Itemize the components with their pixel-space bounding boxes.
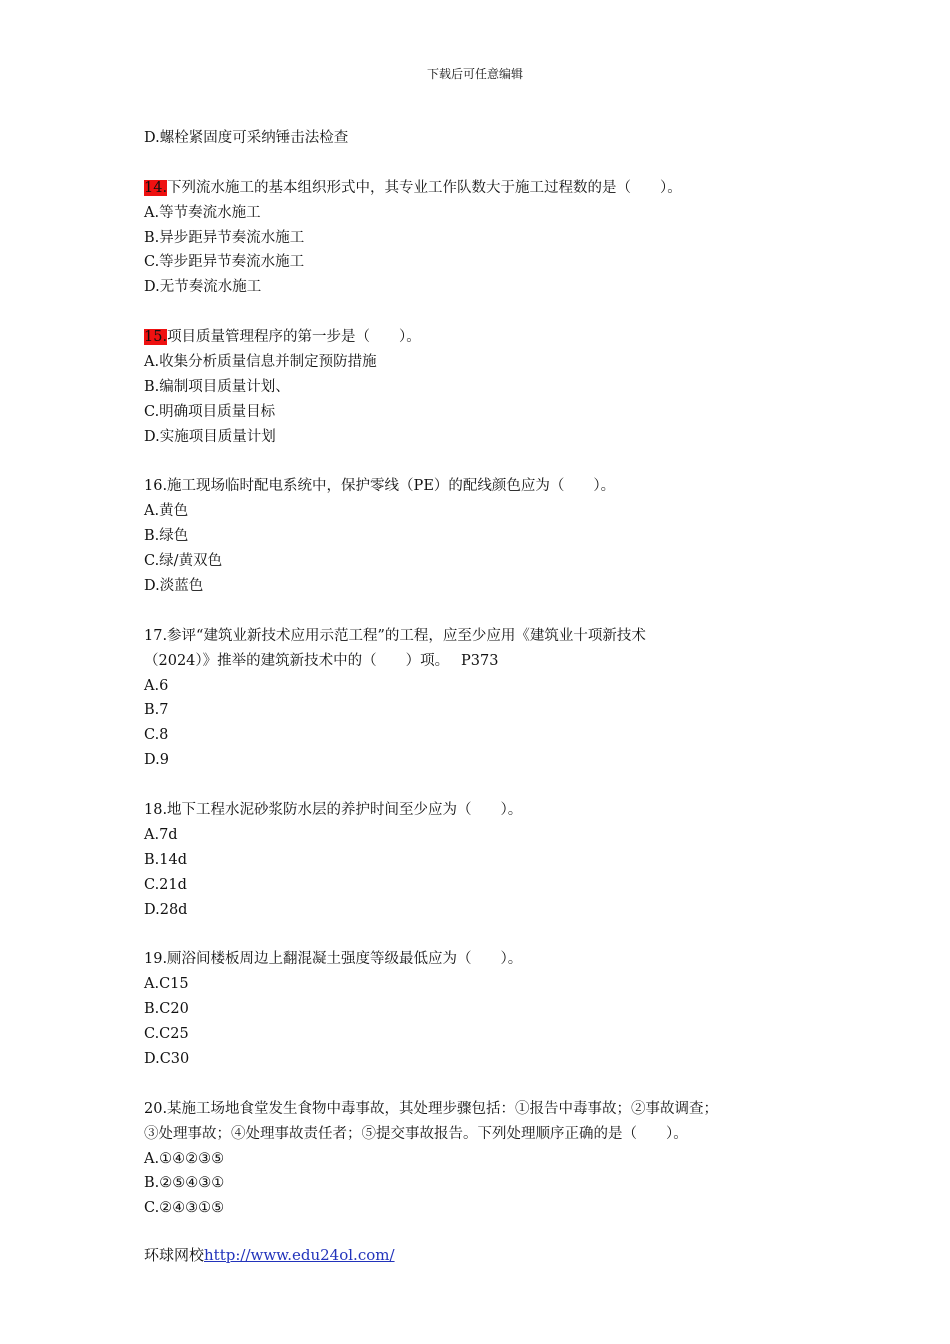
question-stem-line-1: 20.某施工场地食堂发生食物中毒事故，其处理步骤包括：①报告中毒事故；②事故调查；	[144, 1100, 719, 1117]
question-14	[144, 176, 824, 300]
footer-label: 环球网校	[144, 1246, 205, 1264]
page-header: 下载后可任意编辑	[426, 67, 523, 81]
option-b: B.绿色	[144, 528, 189, 545]
option-c: C.绿/黄双色	[144, 553, 223, 570]
option-a: A.7d	[144, 826, 178, 843]
footer-link[interactable]: http://www.edu24ol.com/	[204, 1246, 395, 1264]
option-a: A.①④②③⑤	[144, 1150, 225, 1167]
option-b: B.14d	[144, 851, 187, 868]
question-stem-line-2: （2024）》推举的建筑新技术中的（ ）项。 P373	[144, 652, 499, 669]
question-text: 项目质量管理程序的第一步是（ ）。	[167, 329, 421, 346]
option-b: B.②⑤④③①	[144, 1175, 225, 1192]
question-16	[144, 474, 824, 598]
option-c: C.等步距异节奏流水施工	[144, 254, 305, 271]
option-c: C.C25	[144, 1026, 189, 1043]
question-stem: 16.施工现场临时配电系统中，保护零线（PE）的配线颜色应为（ ）。	[144, 478, 616, 495]
question-17	[144, 624, 824, 773]
option-c: C.8	[144, 727, 169, 744]
continued-option: D.螺栓紧固度可采纳锤击法检查	[144, 130, 349, 146]
option-d: D.28d	[144, 901, 188, 918]
option-d: D.实施项目质量计划	[144, 428, 276, 445]
page-footer	[144, 1244, 395, 1266]
question-text: 下列流水施工的基本组织形式中，其专业工作队数大于施工过程数的是（ ）。	[167, 179, 682, 196]
question-stem	[144, 176, 824, 201]
option-b: B.7	[144, 702, 169, 719]
option-d: D.淡蓝色	[144, 578, 204, 595]
question-20	[144, 1097, 824, 1221]
option-d: D.9	[144, 752, 169, 769]
option-c: C.②④③①⑤	[144, 1200, 225, 1217]
option-a: A.黄色	[144, 503, 189, 520]
question-19	[144, 947, 824, 1071]
option-d: D.无节奏流水施工	[144, 279, 262, 296]
question-stem	[144, 325, 824, 350]
option-b: B.C20	[144, 1001, 189, 1018]
option-a: A.收集分析质量信息并制定预防措施	[144, 354, 377, 371]
option-a: A.C15	[144, 976, 189, 993]
question-stem: 18.地下工程水泥砂浆防水层的养护时间至少应为（ ）。	[144, 802, 523, 819]
option-b: B.编制项目质量计划、	[144, 378, 290, 395]
option-a: A.等节奏流水施工	[144, 204, 261, 221]
document-body	[144, 126, 824, 1221]
question-number-highlight: 15.	[144, 329, 168, 346]
option-c: C.21d	[144, 876, 187, 893]
question-stem: 19.厕浴间楼板周边上翻混凝土强度等级最低应为（ ）。	[144, 951, 523, 968]
option-a: A.6	[144, 677, 169, 694]
option-c: C.明确项目质量目标	[144, 403, 276, 420]
question-stem-line-1: 17.参评“建筑业新技术应用示范工程”的工程，应至少应用《建筑业十项新技术	[144, 627, 646, 644]
question-18	[144, 798, 824, 922]
question-number-highlight: 14.	[144, 179, 168, 196]
question-15	[144, 325, 824, 449]
option-b: B.异步距异节奏流水施工	[144, 229, 305, 246]
question-stem-line-2: ③处理事故；④处理事故责任者；⑤提交事故报告。下列处理顺序正确的是（ ）。	[144, 1125, 688, 1142]
option-d: D.C30	[144, 1050, 190, 1067]
